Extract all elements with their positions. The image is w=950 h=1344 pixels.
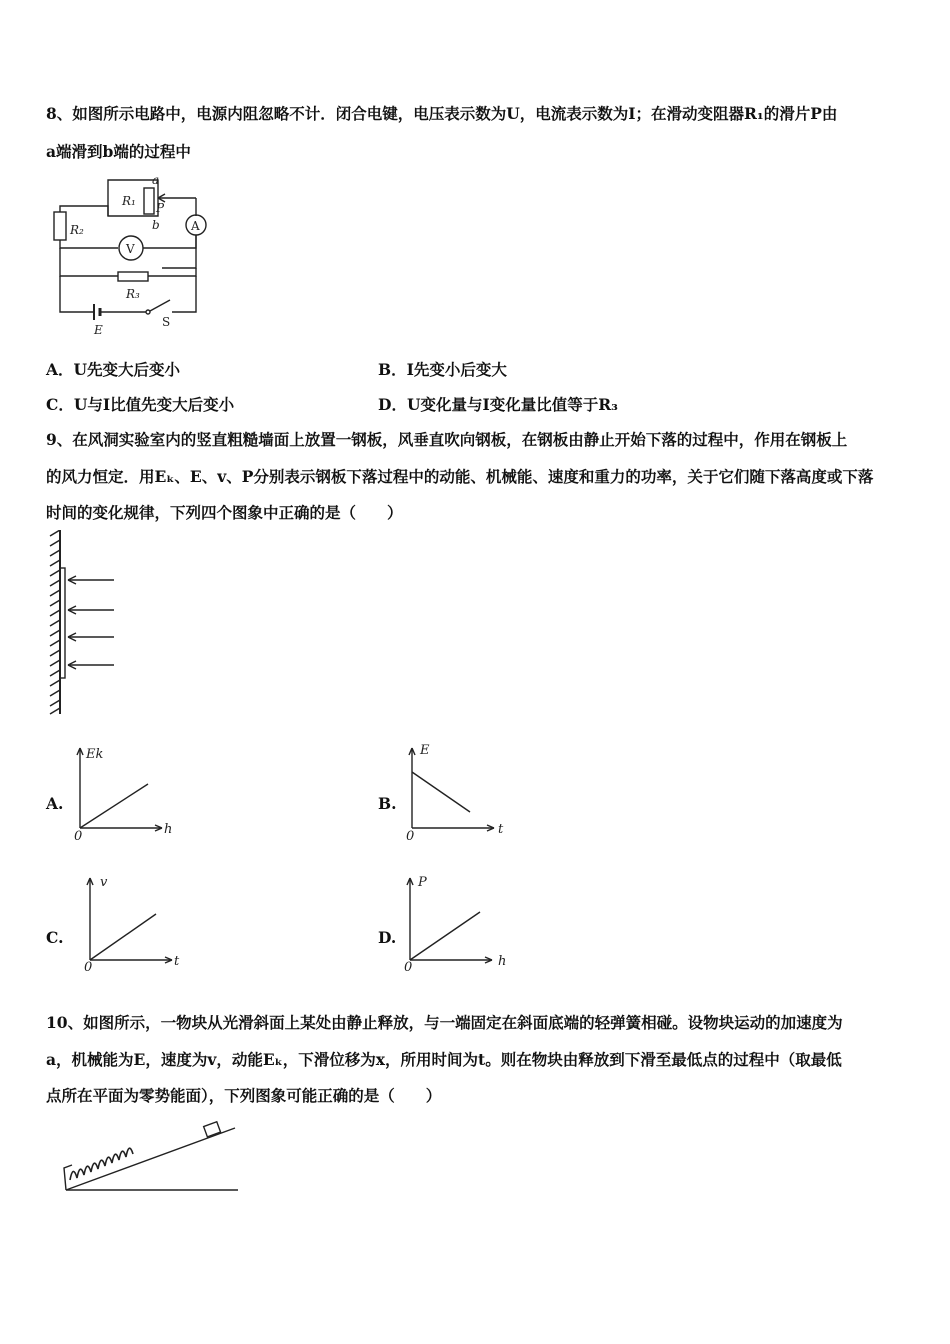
wind-tunnel-diagram bbox=[46, 530, 126, 715]
graph-b-line bbox=[412, 772, 470, 812]
q8-stem-line2: a端滑到b端的过程中 bbox=[46, 142, 191, 161]
q8-option-b[interactable]: B．I先变小后变大 bbox=[378, 360, 507, 379]
graph-c[interactable] bbox=[80, 872, 190, 972]
q10-stem-line1: 10、如图所示，一物块从光滑斜面上某处由静止释放，与一端固定在斜面底端的轻弹簧相碰。设物块运动的加速度为 bbox=[46, 1013, 843, 1032]
graph-a[interactable] bbox=[72, 742, 182, 842]
q9-option-d-label[interactable]: D. bbox=[378, 928, 397, 947]
graph-a-y-label: Ek bbox=[86, 747, 104, 762]
q8-option-d[interactable]: D．U变化量与I变化量比值等于R₃ bbox=[378, 395, 618, 414]
circuit-label-s: S bbox=[162, 315, 171, 329]
graph-b-origin: 0 bbox=[406, 829, 415, 842]
circuit-diagram bbox=[46, 172, 216, 340]
circuit-label-e: E bbox=[94, 323, 103, 337]
graph-c-line bbox=[90, 914, 156, 960]
circuit-label-r2: R₂ bbox=[70, 223, 84, 237]
circuit-label-b: b bbox=[152, 218, 160, 232]
q9-stem-line1: 9、在风洞实验室内的竖直粗糙墙面上放置一钢板，风垂直吹向钢板，在钢板由静止开始下落的过程中，作用在钢板上 bbox=[46, 430, 848, 449]
graph-a-x-label: h bbox=[164, 822, 173, 837]
incline-spring-diagram bbox=[60, 1118, 245, 1198]
q8-option-a[interactable]: A．U先变大后变小 bbox=[46, 360, 181, 379]
q8-stem-line1: 8、如图所示电路中，电源内阻忽略不计．闭合电键，电压表示数为U，电流表示数为I；在滑动变阻器R₁的滑片P由 bbox=[46, 104, 838, 123]
graph-b-y-label: E bbox=[420, 743, 430, 758]
q8-option-c[interactable]: C．U与I比值先变大后变小 bbox=[46, 395, 235, 414]
graph-d-x-label: h bbox=[498, 954, 507, 969]
q9-option-b-label[interactable]: B. bbox=[378, 794, 397, 813]
graph-a-origin: 0 bbox=[74, 829, 83, 842]
graph-d-line bbox=[410, 912, 480, 960]
graph-b-x-label: t bbox=[498, 822, 504, 837]
q10-stem-line3: 点所在平面为零势能面），下列图象可能正确的是（ ） bbox=[46, 1086, 442, 1105]
voltmeter-label: V bbox=[126, 242, 135, 256]
graph-c-origin: 0 bbox=[84, 960, 93, 972]
circuit-label-p: P bbox=[156, 201, 165, 215]
graph-d-origin: 0 bbox=[404, 960, 413, 972]
q9-stem-line2: 的风力恒定．用Eₖ、E、v、P分别表示钢板下落过程中的动能、机械能、速度和重力的功率，关于它们随下落高度或下落 bbox=[46, 467, 874, 486]
q9-option-c-label[interactable]: C. bbox=[46, 928, 64, 947]
circuit-label-a: a bbox=[152, 173, 160, 187]
q9-stem-line3: 时间的变化规律，下列四个图象中正确的是（ ） bbox=[46, 503, 403, 522]
graph-a-line bbox=[80, 784, 148, 828]
graph-d[interactable] bbox=[400, 872, 520, 972]
graph-b[interactable] bbox=[404, 742, 514, 842]
q9-option-a-label[interactable]: A. bbox=[46, 794, 64, 813]
circuit-label-r1: R₁ bbox=[122, 194, 136, 208]
q10-stem-line2: a，机械能为E，速度为v，动能Eₖ，下滑位移为x，所用时间为t。则在物块由释放到下滑至最低点的过程中（取最低 bbox=[46, 1050, 842, 1069]
graph-c-x-label: t bbox=[174, 954, 180, 969]
circuit-label-r3: R₃ bbox=[126, 287, 140, 301]
graph-d-y-label: P bbox=[418, 875, 427, 890]
graph-c-y-label: v bbox=[100, 875, 108, 890]
ammeter-label: A bbox=[191, 219, 200, 233]
